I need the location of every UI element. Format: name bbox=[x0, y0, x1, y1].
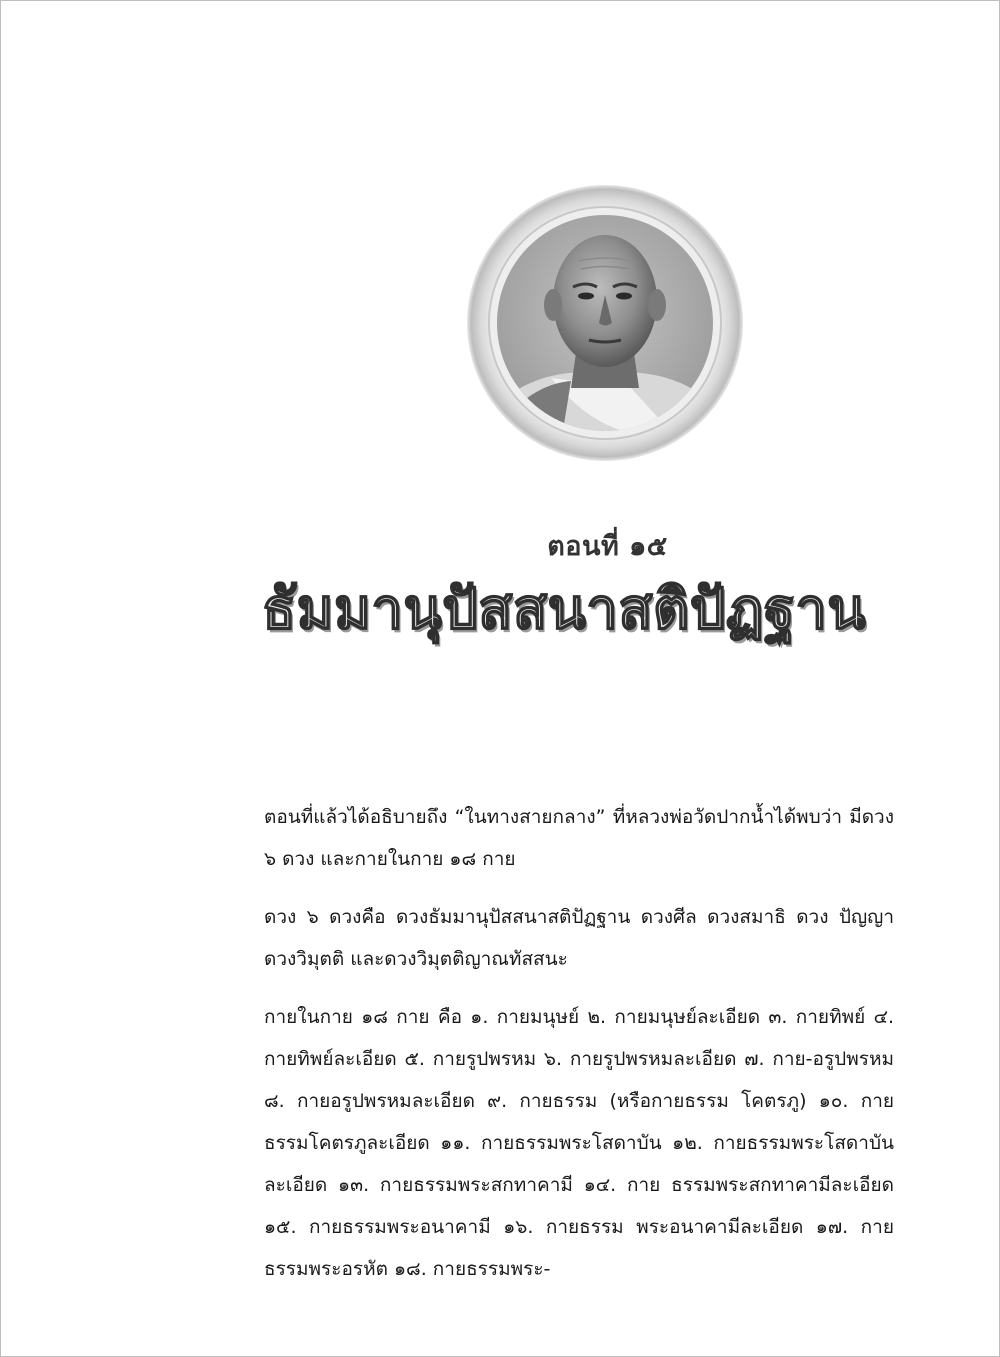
paragraph-eighteen-bodies: กายในกาย ๑๘ กาย คือ ๑. กายมนุษย์ ๒. กายมนุษย์ละเอียด ๓. กายทิพย์ ๔. กายทิพย์ละเอียด ๕. กายรูปพรหม ๖. กายรูปพรหมละเอียด ๗. กาย-อรูปพรหม ๘. กายอรูปพรหมละเอียด ๙. กายธรรม (หรือกายธรรม โคตรภู) ๑๐. กายธรรมโคตรภูละเอียด ๑๑. กายธรรมพระโสดาบัน ๑๒. กายธรรมพระโสดาบันละเอียด ๑๓. กายธรรมพระสกทาคามี ๑๔. กาย ธรรมพระสกทาคามีละเอียด ๑๕. กายธรรมพระอนาคามี ๑๖. กายธรรม พระอนาคามีละเอียด ๑๗. กายธรรมพระอรหัต ๑๘. กายธรรมพระ- bbox=[264, 1006, 894, 1280]
paragraph-six-spheres: ดวง ๖ ดวงคือ ดวงธัมมานุปัสสนาสติปัฏฐาน ดวงศีล ดวงสมาธิ ดวง ปัญญา ดวงวิมุตติ และดวงวิมุตติญาณทัสสนะ bbox=[264, 906, 894, 970]
portrait-medallion bbox=[431, 183, 779, 463]
chapter-title: ธัมมานุปัสสนาสติปัฏฐาน bbox=[262, 577, 867, 642]
paragraph-intro: ตอนที่แล้วได้อธิบายถึง “ในทางสายกลาง” ที่หลวงพ่อวัดปากน้ำได้พบว่า มีดวง ๖ ดวง และกายในกาย ๑๘ กาย bbox=[264, 806, 894, 870]
episode-label: ตอนที่ ๑๕ bbox=[547, 531, 668, 562]
portrait-image bbox=[431, 183, 779, 463]
body-text bbox=[264, 796, 894, 1306]
